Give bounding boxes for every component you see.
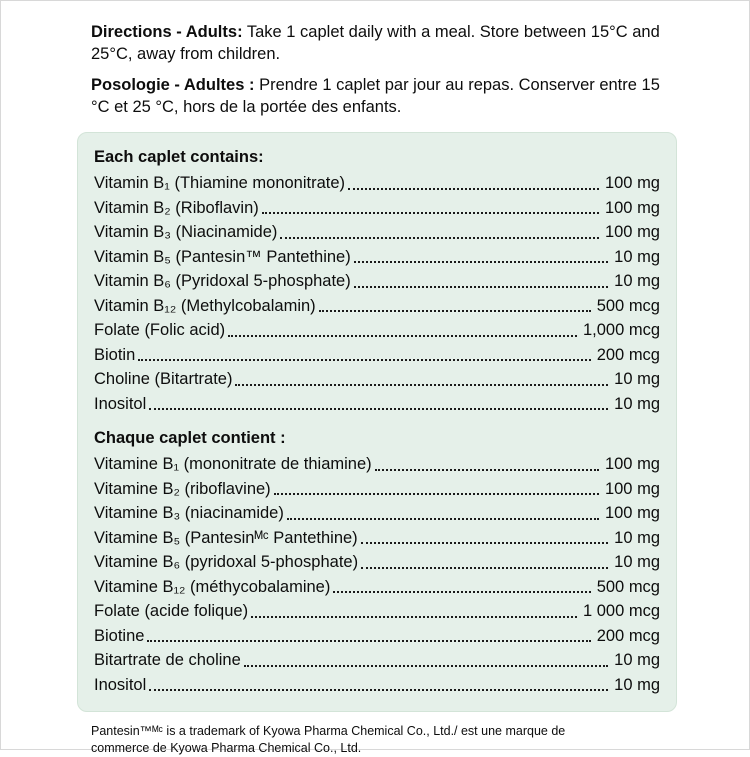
- ingredient-row: [94, 318, 660, 343]
- dot-leader: [287, 518, 599, 520]
- ingredient-name: Vitamine B₆ (pyridoxal 5-phosphate): [94, 553, 359, 571]
- ingredient-name: Inositol: [94, 394, 147, 413]
- dot-leader: [361, 542, 608, 544]
- dot-leader: [235, 384, 608, 386]
- ingredient-name: Vitamine B₂ (riboflavine): [94, 479, 271, 498]
- ingredient-amount: 100 mg: [604, 223, 660, 241]
- ingredient-amount: 100 mg: [604, 455, 660, 473]
- dot-leader: [138, 359, 590, 361]
- ingredient-amount: 200 mcg: [596, 626, 660, 645]
- dot-leader: [274, 493, 599, 495]
- dot-leader: [319, 310, 591, 312]
- ingredient-amount: 1 000 mcg: [582, 602, 660, 620]
- ingredient-amount: 500 mcg: [596, 577, 660, 596]
- ingredient-amount: 200 mcg: [596, 345, 660, 364]
- ingredient-row: [94, 550, 660, 575]
- dot-leader: [375, 469, 599, 471]
- directions-en-text: Take 1 caplet daily with a meal. Store between 15°C and 25°C, away from children.: [91, 23, 660, 63]
- dot-leader: [244, 665, 608, 667]
- ingredient-row: [94, 624, 660, 649]
- ingredient-amount: 10 mg: [614, 675, 660, 694]
- ingredient-amount: 100 mg: [604, 198, 660, 217]
- ingredient-amount: 100 mg: [604, 479, 660, 498]
- ingredient-name: Vitamin B₅ (Pantesin™ Pantethine): [94, 247, 351, 266]
- ingredient-amount: 10 mg: [614, 247, 660, 266]
- ingredient-name: Folate (Folic acid): [94, 321, 226, 339]
- ingredient-amount: 1,000 mcg: [582, 321, 660, 339]
- dot-leader: [147, 640, 590, 642]
- ingredient-row: [94, 392, 660, 417]
- dot-leader: [361, 567, 608, 569]
- ingredient-row: [94, 343, 660, 368]
- ingredient-row: [94, 171, 660, 196]
- ingredient-name: Vitamine B₁ (mononitrate de thiamine): [94, 455, 372, 473]
- directions-en: [91, 21, 671, 65]
- ingredient-amount: 10 mg: [614, 651, 660, 669]
- ingredient-name: Vitamin B₁₂ (Methylcobalamin): [94, 296, 316, 315]
- ingredient-row: [94, 220, 660, 245]
- dot-leader: [251, 616, 577, 618]
- ingredients-heading-fr: Chaque caplet contient :: [94, 429, 286, 447]
- ingredient-name: Vitamin B₁ (Thiamine mononitrate): [94, 174, 346, 192]
- directions-fr: [91, 74, 671, 118]
- ingredient-row: [94, 452, 660, 477]
- directions-fr-label: Posologie - Adultes :: [91, 76, 255, 94]
- ingredient-name: Inositol: [94, 675, 147, 694]
- ingredient-amount: 500 mcg: [596, 296, 660, 315]
- ingredient-row: [94, 526, 660, 551]
- ingredient-row: [94, 477, 660, 502]
- trademark-footnote: Pantesin™ᴹᶜ is a trademark of Kyowa Pharma Chemical Co., Ltd./ est une marque de commerce de Kyowa Pharma Chemical Co., Ltd.: [91, 724, 566, 755]
- ingredient-name: Vitamin B₆ (Pyridoxal 5-phosphate): [94, 272, 351, 290]
- ingredient-name: Vitamine B₃ (niacinamide): [94, 504, 284, 522]
- ingredient-name: Vitamin B₃ (Niacinamide): [94, 223, 278, 241]
- dot-leader: [228, 335, 577, 337]
- ingredient-row: [94, 501, 660, 526]
- dot-leader: [354, 286, 608, 288]
- ingredient-amount: 10 mg: [614, 528, 660, 547]
- ingredient-amount: 10 mg: [614, 394, 660, 413]
- ingredient-name: Vitamine B₁₂ (méthycobalamine): [94, 577, 331, 596]
- ingredients-panel: [77, 132, 677, 712]
- ingredient-name: Vitamin B₂ (Riboflavin): [94, 198, 259, 217]
- ingredient-amount: 10 mg: [614, 370, 660, 388]
- ingredient-row: [94, 673, 660, 698]
- dot-leader: [354, 261, 608, 263]
- ingredient-row: [94, 245, 660, 270]
- ingredient-amount: 100 mg: [604, 504, 660, 522]
- ingredient-amount: 10 mg: [614, 272, 660, 290]
- dot-leader: [348, 188, 599, 190]
- ingredient-name: Folate (acide folique): [94, 602, 249, 620]
- directions-section: [91, 21, 671, 118]
- dot-leader: [149, 408, 608, 410]
- ingredient-name: Choline (Bitartrate): [94, 370, 233, 388]
- dot-leader: [262, 212, 599, 214]
- ingredient-name: Biotine: [94, 626, 145, 645]
- ingredient-amount: 10 mg: [614, 553, 660, 571]
- directions-en-label: Directions - Adults:: [91, 23, 243, 41]
- dot-leader: [333, 591, 590, 593]
- ingredient-amount: 100 mg: [604, 174, 660, 192]
- dot-leader: [149, 689, 608, 691]
- ingredient-row: [94, 196, 660, 221]
- ingredient-row: [94, 269, 660, 294]
- ingredient-row: [94, 599, 660, 624]
- dot-leader: [280, 237, 599, 239]
- label-page: [1, 1, 749, 757]
- ingredient-row: [94, 367, 660, 392]
- ingredient-row: [94, 294, 660, 319]
- ingredients-heading-en: Each caplet contains:: [94, 148, 264, 166]
- ingredient-name: Biotin: [94, 345, 136, 364]
- ingredient-row: [94, 648, 660, 673]
- ingredient-name: Bitartrate de choline: [94, 651, 241, 669]
- ingredient-name: Vitamine B₅ (Pantesinᴹᶜ Pantethine): [94, 528, 358, 547]
- directions-fr-text: Prendre 1 caplet par jour au repas. Conserver entre 15 °C et 25 °C, hors de la portée des enfants.: [91, 76, 660, 116]
- ingredient-row: [94, 575, 660, 600]
